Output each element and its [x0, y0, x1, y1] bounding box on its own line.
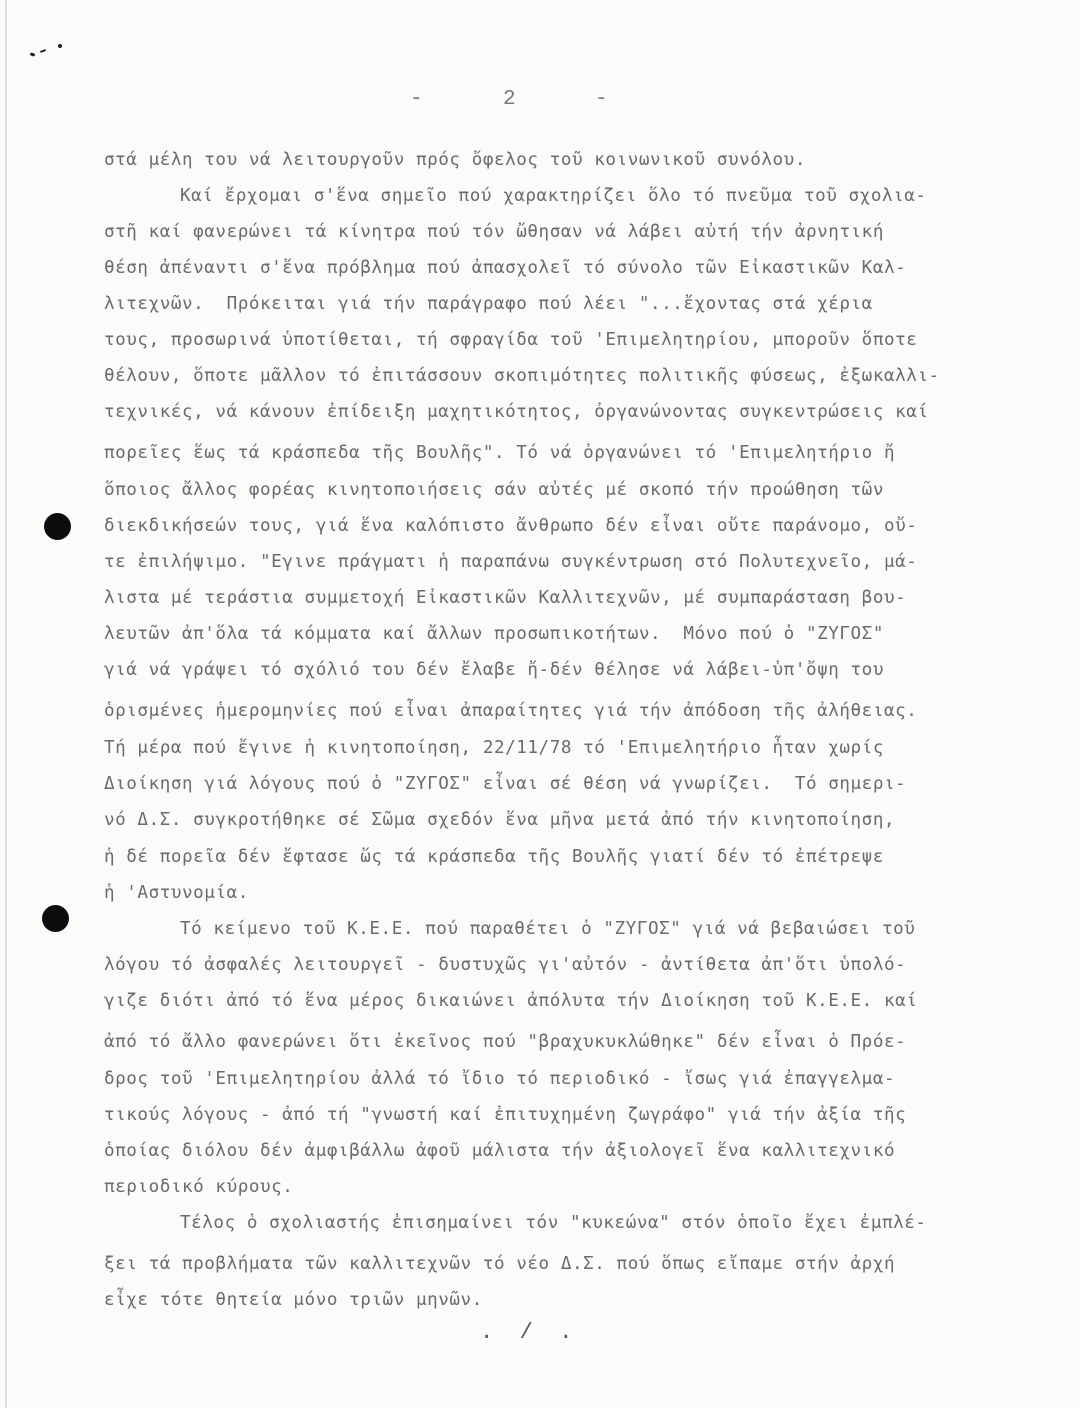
text-line: στῆ καί φανερώνει τά κίνητρα πού τόν ὤθησαν νά λάβει αὐτή τήν ἀρνητική — [104, 222, 884, 242]
continuation-mark: . / . — [480, 1320, 573, 1345]
text-line: τεχνικές, νά κάνουν ἐπίδειξη μαχητικότητος, ὀργανώνοντας συγκεντρώσεις καί — [104, 402, 929, 422]
text-line: τους, προσωρινά ὑποτίθεται, τή σφραγίδα τοῦ 'Επιμελητηρίου, μποροῦν ὅποτε — [104, 330, 918, 350]
text-line: θέση ἀπέναντι σ'ἕνα πρόβλημα πού ἀπασχολεῖ τό σύνολο τῶν Εἰκαστικῶν Καλ- — [104, 258, 907, 278]
text-line: ξει τά προβλήματα τῶν καλλιτεχνῶν τό νέο Δ.Σ. πού ὅπως εἴπαμε στήν ἀρχή — [104, 1254, 896, 1274]
text-line: ἡ δέ πορεῖα δέν ἔφτασε ὥς τά κράσπεδα τῆς Βουλῆς γιατί δέν τό ἐπέτρεψε — [104, 847, 884, 867]
ink-speck — [40, 49, 46, 53]
text-line: νό Δ.Σ. συγκροτήθηκε σέ Σῶμα σχεδόν ἕνα μῆνα μετά ἀπό τήν κινητοποίηση, — [104, 810, 896, 830]
text-line: δρος τοῦ 'Επιμελητηρίου ἀλλά τό ἴδιο τό περιοδικό - ἴσως γιά ἐπαγγελμα- — [104, 1069, 896, 1089]
ink-speck — [30, 52, 36, 57]
page-edge-line — [5, 0, 7, 1408]
ink-speck — [58, 44, 62, 48]
punch-hole — [42, 905, 69, 932]
paragraph-first-line: Καί ἔρχομαι σ'ἕνα σημεῖο πού χαρακτηρίζει ὅλο τό πνεῦμα τοῦ σχολια- — [180, 186, 927, 206]
page-number-dash: - — [595, 88, 609, 111]
text-line: τικούς λόγους - ἀπό τή "γνωστή καί ἐπιτυχημένη ζωγράφο" γιά τήν ἀξία τῆς — [104, 1105, 907, 1125]
text-line: διεκδικήσεών τους, γιά ἕνα καλόπιστο ἄνθρωπο δέν εἶναι οὔτε παράνομο, οὔ- — [104, 516, 918, 536]
text-line: λευτῶν ἀπ'ὅλα τά κόμματα καί ἄλλων προσωπικοτήτων. Μόνο πού ὁ "ΖΥΓΟΣ" — [104, 624, 884, 644]
punch-hole — [44, 513, 71, 540]
text-line: ἡ 'Αστυνομία. — [104, 883, 249, 903]
text-line: γιά νά γράψει τό σχόλιό του δέν ἔλαβε ἤ-δέν θέλησε νά λάβει-ὑπ'ὄψη του — [104, 660, 884, 680]
text-line: Τή μέρα πού ἔγινε ἡ κινητοποίηση, 22/11/78 τό 'Επιμελητήριο ἦταν χωρίς — [104, 738, 884, 758]
text-line: λιτεχνῶν. Πρόκειται γιά τήν παράγραφο πού λέει "...ἔχοντας στά χέρια — [104, 294, 873, 314]
text-line: λιστα μέ τεράστια συμμετοχή Εἰκαστικῶν Καλλιτεχνῶν, μέ συμπαράσταση βου- — [104, 588, 907, 608]
text-line: ὅποιος ἄλλος φορέας κινητοποιήσεις σάν αὐτές μέ σκοπό τήν προώθηση τῶν — [104, 480, 884, 500]
paragraph-first-line: Τό κείμενο τοῦ Κ.Ε.Ε. πού παραθέτει ὁ "ΖΥΓΟΣ" γιά νά βεβαιώσει τοῦ — [180, 919, 916, 939]
text-line: ὁρισμένες ἡμερομηνίες πού εἶναι ἀπαραίτητες γιά τήν ἀπόδοση τῆς ἀλήθειας. — [104, 701, 918, 721]
text-line: τε ἐπιλήψιμο. "Εγινε πράγματι ἡ παραπάνω συγκέντρωση στό Πολυτεχνεῖο, μά- — [104, 552, 918, 572]
text-line: περιοδικό κύρους. — [104, 1177, 294, 1197]
text-line: ὁποίας διόλου δέν ἀμφιβάλλω ἀφοῦ μάλιστα τήν ἀξιολογεῖ ἕνα καλλιτεχνικό — [104, 1141, 896, 1161]
page-number-value: 2 — [503, 88, 517, 111]
text-line: γιζε διότι ἀπό τό ἕνα μέρος δικαιώνει ἀπόλυτα τήν Διοίκηση τοῦ Κ.Ε.Ε. καί — [104, 991, 918, 1011]
text-line: στά μέλη του νά λειτουργοῦν πρός ὄφελος τοῦ κοινωνικοῦ συνόλου. — [104, 150, 806, 170]
page-number-dash: - — [410, 88, 424, 111]
text-line: Διοίκηση γιά λόγους πού ὁ "ΖΥΓΟΣ" εἶναι σέ θέση νά γνωρίζει. Τό σημερι- — [104, 774, 907, 794]
text-line: ἀπό τό ἄλλο φανερώνει ὅτι ἐκεῖνος πού "βραχυκυκλώθηκε" δέν εἶναι ὁ Πρόε- — [104, 1032, 907, 1052]
text-line: εἶχε τότε θητεία μόνο τριῶν μηνῶν. — [104, 1290, 483, 1310]
text-line: θέλουν, ὅποτε μᾶλλον τό ἐπιτάσσουν σκοπιμότητες πολιτικῆς φύσεως, ἐξωκαλλι- — [104, 366, 940, 386]
text-line: πορεῖες ἕως τά κράσπεδα τῆς Βουλῆς". Τό νά ὀργανώνει τό 'Επιμελητήριο ἤ — [104, 443, 896, 463]
text-line: λόγου τό ἀσφαλές λειτουργεῖ - δυστυχῶς γι'αὐτόν - ἀντίθετα ἀπ'ὅτι ὑπολό- — [104, 955, 907, 975]
paragraph-first-line: Τέλος ὁ σχολιαστής ἐπισημαίνει τόν "κυκεώνα" στόν ὁποῖο ἔχει ἐμπλέ- — [180, 1213, 927, 1233]
